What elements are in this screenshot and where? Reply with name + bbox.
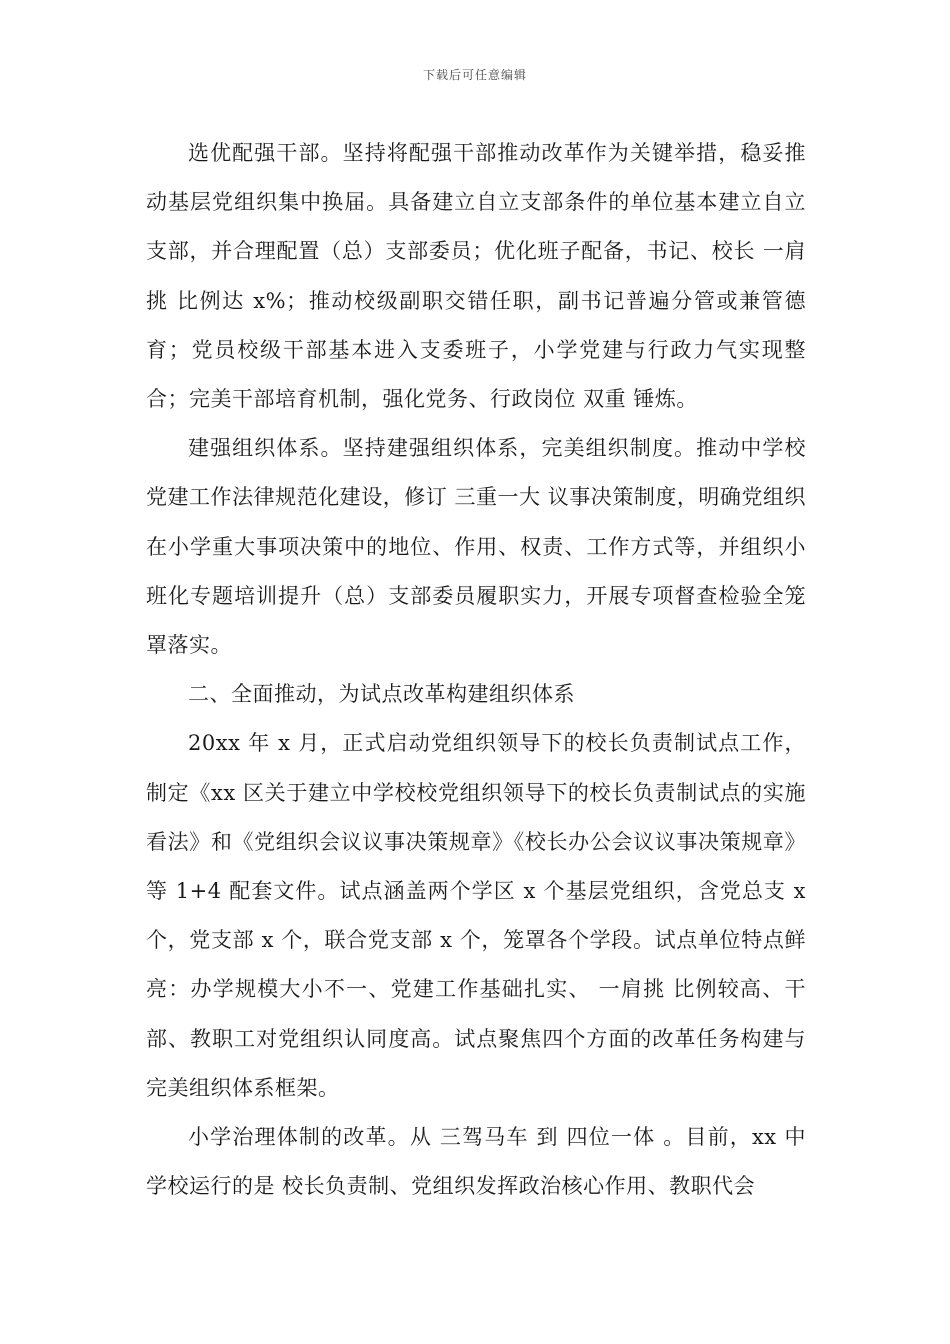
page-header: 下载后可任意编辑 (422, 68, 527, 82)
paragraph-governance-reform: 小学治理体制的改革。从 三驾马车 到 四位一体 。目前，xx 中学校运行的是 校长负责制、党组织发挥政治核心作用、教职代会 (146, 1125, 806, 1199)
document-body (146, 129, 806, 1211)
section-heading-two: 二、全面推动，为试点改革构建组织体系 (188, 682, 575, 707)
paragraph-organization-system: 建强组织体系。坚持建强组织体系，完美组织制度。推动中学校党建工作法律规范化建设，修订 三重一大 议事决策制度，明确党组织在小学重大事项决策中的地位、作用、权责、工作方式等，并组织小班化专题培训提升（总）支部委员履职实力，开展专项督查检验全笼罩落实。 (146, 436, 806, 658)
paragraph-pilot-work: 20xx 年 x 月，正式启动党组织领导下的校长负责制试点工作，制定《xx 区关于建立中学校校党组织领导下的校长负责制试点的实施看法》和《党组织会议议事决策规章》《校长办公会议议事决策规章》等 1+4 配套文件。试点涵盖两个学区 x 个基层党组织，含党总支 x 个，党支部 x 个，联合党支部 x 个，笼罩各个学段。试点单位特点鲜亮：办学规模大小不一、党建工作基础扎实、 一肩挑 比例较高、干部、教职工对党组织认同度高。试点聚焦四个方面的改革任务构建与完美组织体系框架。 (146, 731, 806, 1100)
paragraph-select-cadres: 选优配强干部。坚持将配强干部推动改革作为关键举措，稳妥推动基层党组织集中换届。具备建立自立支部条件的单位基本建立自立支部，并合理配置（总）支部委员；优化班子配备，书记、校长 一肩挑 比例达 x%；推动校级副职交错任职，副书记普遍分管或兼管德育；党员校级干部基本进入支委班子，小学党建与行政力气实现整合；完美干部培育机制，强化党务、行政岗位 双重 锤炼。 (146, 141, 806, 412)
